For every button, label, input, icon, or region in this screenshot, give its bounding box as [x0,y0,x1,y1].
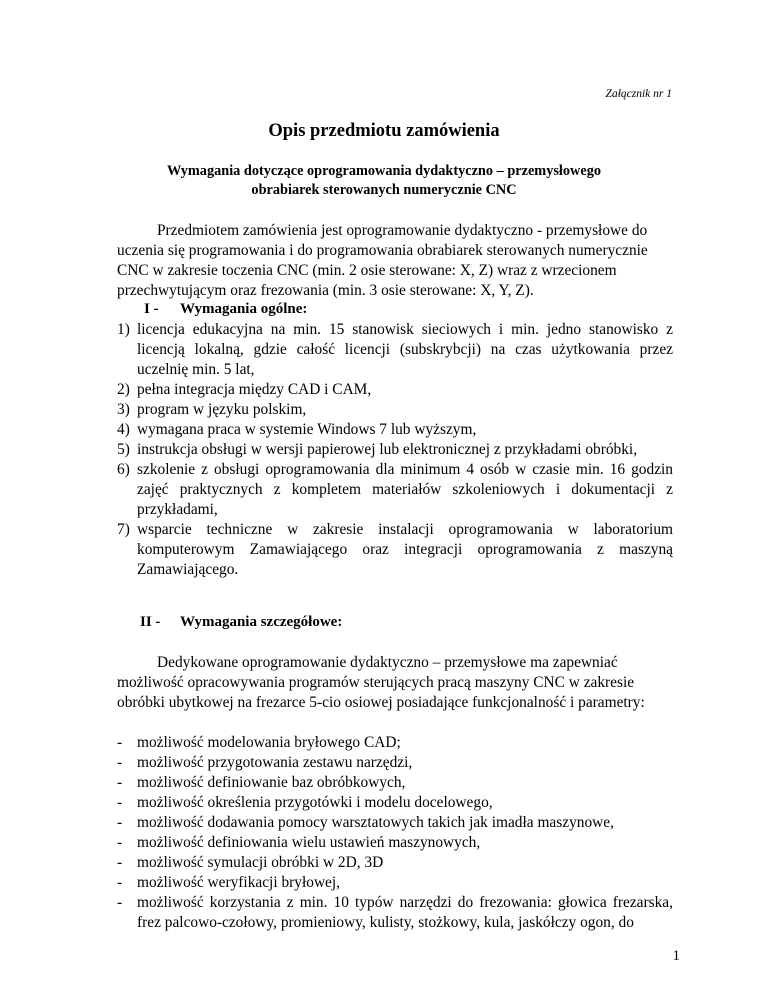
document-title: Opis przedmiotu zamówienia [268,121,500,141]
section-1-title: Wymagania ogólne: [180,301,308,317]
list-item-text: możliwość modelowania bryłowego CAD; [137,734,401,751]
list-dash: - [117,774,123,791]
intro-paragraph: Przedmiotem zamówienia jest oprogramowanie dydaktyczno - przemysłowe do uczenia się programowania i do programowania obrabiarek sterowanych numerycznie CNC w zakresie toczenia CNC (min. 2 osie sterowane: X, Z) wraz z wrzecionem przechwytującym oraz frezowania (min. 3 osie sterowane: X, Y, Z). [117,222,648,299]
detailed-requirements-list [117,733,673,933]
list-item [117,440,673,460]
list-item [117,853,673,873]
section-2-intro: Dedykowane oprogramowanie dydaktyczno – przemysłowe ma zapewniać możliwość opracowywania programów sterujących pracą maszyny CNC w zakresie obróbki ubytkowej na frezarce 5-cio osiowej posiadające funkcjonalność i parametry: [117,654,645,711]
list-item [117,773,673,793]
list-item [117,380,673,400]
list-item-text: licencja edukacyjna na min. 15 stanowisk sieciowych i min. jedno stanowisko z licencją lokalną, gdzie całość licencji (subskrybcji) na czas użytkowania przez uczelnię min. 5 lat, [137,321,673,378]
list-item-text: wymagana praca w systemie Windows 7 lub wyższym, [137,421,477,438]
list-item-number: 6) [117,461,130,478]
page-number: 1 [672,948,680,964]
list-item [117,320,673,380]
list-item [117,813,673,833]
list-item-text: możliwość definiowanie baz obróbkowych, [137,774,406,791]
list-dash: - [117,754,123,771]
list-item [117,833,673,853]
list-item-text: program w języku polskim, [137,401,307,418]
list-dash: - [117,834,123,851]
list-dash: - [117,794,123,811]
list-dash: - [117,874,123,891]
list-item-text: możliwość definiowania wielu ustawień maszynowych, [137,834,481,851]
section-2-title: Wymagania szczegółowe: [180,614,343,630]
list-item-number: 1) [117,321,130,338]
list-item-text: instrukcja obsługi w wersji papierowej lub elektronicznej z przykładami obróbki, [137,441,638,458]
list-item-text: możliwość określenia przygotówki i modelu docelowego, [137,794,493,811]
list-dash: - [117,734,123,751]
section-1-number: I - [144,301,159,317]
list-item [117,420,673,440]
list-item [117,733,673,753]
list-item [117,793,673,813]
list-item-number: 3) [117,401,130,418]
list-item-text: pełna integracja między CAD i CAM, [137,381,372,398]
list-item-text: możliwość korzystania z min. 10 typów narzędzi do frezowania: głowica frezarska, frez palcowo-czołowy, promieniowy, kulisty, stożkowy, kula, jaskółczy ogon, do [137,894,673,931]
list-item-text: wsparcie techniczne w zakresie instalacji oprogramowania w laboratorium komputerowym Zamawiającego oraz integracji oprogramowania z maszyną Zamawiającego. [137,521,673,578]
list-item [117,893,673,933]
list-item [117,460,673,520]
section-2-heading [140,612,342,632]
list-item-text: możliwość symulacji obróbki w 2D, 3D [137,854,384,871]
list-dash: - [117,814,123,831]
list-item-number: 7) [117,521,130,538]
list-dash: - [117,854,123,871]
list-item-text: szkolenie z obsługi oprogramowania dla minimum 4 osób w czasie min. 16 godzin zajęć praktycznych z kompletem materiałów szkoleniowych i dokumentacji z przykładami, [137,461,673,518]
list-item-number: 5) [117,441,130,458]
list-item-number: 4) [117,421,130,438]
list-item-text: możliwość dodawania pomocy warsztatowych takich jak imadła maszynowe, [137,814,614,831]
list-item-text: możliwość przygotowania zestawu narzędzi, [137,754,413,771]
list-item [117,753,673,773]
list-item [117,520,673,580]
document-subtitle: Wymagania dotyczące oprogramowania dydaktyczno – przemysłowego obrabiarek sterowanych numerycznie CNC [166,163,602,198]
list-item [117,873,673,893]
list-item-text: możliwość weryfikacji bryłowej, [137,874,341,891]
list-item-number: 2) [117,381,130,398]
general-requirements-list [117,320,673,580]
section-2-number: II - [140,614,161,630]
list-dash: - [117,894,123,911]
section-1-heading [144,299,307,319]
list-item [117,400,673,420]
annex-label: Załącznik nr 1 [605,88,672,100]
